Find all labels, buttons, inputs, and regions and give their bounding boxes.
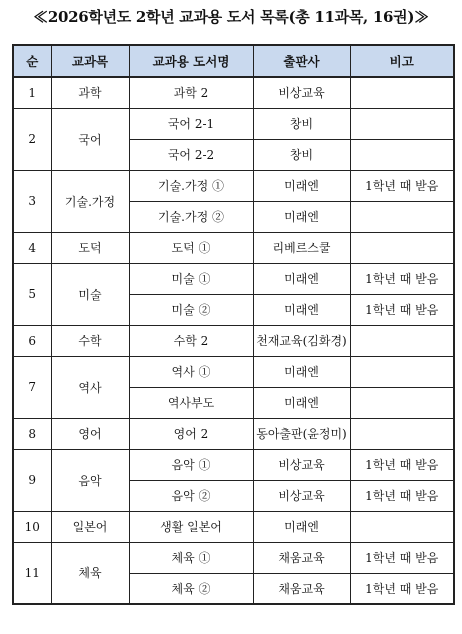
header-no: 순 xyxy=(13,45,51,77)
page-title: ≪2026학년도 2학년 교과용 도서 목록(총 11과목, 16권)≫ xyxy=(33,8,429,26)
cell-note: 1학년 때 받음 xyxy=(350,294,454,325)
table-body xyxy=(13,77,454,604)
cell-note xyxy=(350,325,454,356)
cell-subject: 과학 xyxy=(51,77,129,108)
cell-no: 6 xyxy=(13,325,51,356)
cell-no: 4 xyxy=(13,232,51,263)
cell-note: 1학년 때 받음 xyxy=(350,170,454,201)
cell-book-name: 국어 2-2 xyxy=(129,139,253,170)
table-row xyxy=(13,263,454,294)
cell-publisher: 천재교육(김화경) xyxy=(253,325,350,356)
cell-note xyxy=(350,139,454,170)
cell-publisher: 창비 xyxy=(253,139,350,170)
cell-no: 11 xyxy=(13,542,51,604)
cell-no: 7 xyxy=(13,356,51,418)
cell-book-name: 국어 2-1 xyxy=(129,108,253,139)
cell-publisher: 미래엔 xyxy=(253,263,350,294)
cell-publisher: 비상교육 xyxy=(253,449,350,480)
cell-book-name: 생활 일본어 xyxy=(129,511,253,542)
table-row xyxy=(13,170,454,201)
cell-publisher: 미래엔 xyxy=(253,294,350,325)
cell-publisher: 채움교육 xyxy=(253,573,350,604)
cell-book-name: 영어 2 xyxy=(129,418,253,449)
cell-publisher: 미래엔 xyxy=(253,387,350,418)
cell-subject: 국어 xyxy=(51,108,129,170)
cell-note xyxy=(350,77,454,108)
cell-subject: 체육 xyxy=(51,542,129,604)
table-row xyxy=(13,511,454,542)
cell-publisher: 동아출판(윤정미) xyxy=(253,418,350,449)
cell-book-name: 음악 ② xyxy=(129,480,253,511)
cell-note xyxy=(350,511,454,542)
cell-subject: 일본어 xyxy=(51,511,129,542)
cell-no: 9 xyxy=(13,449,51,511)
cell-book-name: 기술.가정 ② xyxy=(129,201,253,232)
cell-subject: 도덕 xyxy=(51,232,129,263)
header-subject: 교과목 xyxy=(51,45,129,77)
cell-no: 10 xyxy=(13,511,51,542)
table-row xyxy=(13,108,454,139)
table-row xyxy=(13,418,454,449)
cell-book-name: 기술.가정 ① xyxy=(129,170,253,201)
cell-publisher: 미래엔 xyxy=(253,201,350,232)
cell-publisher: 리베르스쿨 xyxy=(253,232,350,263)
cell-book-name: 미술 ① xyxy=(129,263,253,294)
table-row xyxy=(13,77,454,108)
cell-book-name: 역사 ① xyxy=(129,356,253,387)
cell-note: 1학년 때 받음 xyxy=(350,542,454,573)
cell-note xyxy=(350,356,454,387)
cell-note: 1학년 때 받음 xyxy=(350,263,454,294)
cell-book-name: 도덕 ① xyxy=(129,232,253,263)
cell-note xyxy=(350,108,454,139)
cell-subject: 음악 xyxy=(51,449,129,511)
cell-note: 1학년 때 받음 xyxy=(350,480,454,511)
cell-subject: 영어 xyxy=(51,418,129,449)
header-note: 비고 xyxy=(350,45,454,77)
cell-book-name: 수학 2 xyxy=(129,325,253,356)
header-publisher: 출판사 xyxy=(253,45,350,77)
cell-no: 3 xyxy=(13,170,51,232)
table-row xyxy=(13,232,454,263)
cell-publisher: 채움교육 xyxy=(253,542,350,573)
table-row xyxy=(13,356,454,387)
cell-note xyxy=(350,201,454,232)
table-row xyxy=(13,449,454,480)
cell-subject: 기술.가정 xyxy=(51,170,129,232)
cell-no: 8 xyxy=(13,418,51,449)
cell-publisher: 창비 xyxy=(253,108,350,139)
cell-publisher: 미래엔 xyxy=(253,356,350,387)
cell-book-name: 과학 2 xyxy=(129,77,253,108)
table-row xyxy=(13,325,454,356)
cell-subject: 역사 xyxy=(51,356,129,418)
cell-book-name: 역사부도 xyxy=(129,387,253,418)
cell-no: 1 xyxy=(13,77,51,108)
cell-subject: 미술 xyxy=(51,263,129,325)
cell-note xyxy=(350,418,454,449)
cell-publisher: 비상교육 xyxy=(253,480,350,511)
cell-no: 5 xyxy=(13,263,51,325)
cell-publisher: 미래엔 xyxy=(253,511,350,542)
cell-book-name: 미술 ② xyxy=(129,294,253,325)
cell-no: 2 xyxy=(13,108,51,170)
header-book-name: 교과용 도서명 xyxy=(129,45,253,77)
textbook-table xyxy=(12,44,455,605)
cell-note xyxy=(350,232,454,263)
cell-book-name: 체육 ② xyxy=(129,573,253,604)
cell-note: 1학년 때 받음 xyxy=(350,449,454,480)
cell-publisher: 미래엔 xyxy=(253,170,350,201)
table-header-row xyxy=(13,45,454,77)
cell-note xyxy=(350,387,454,418)
cell-book-name: 체육 ① xyxy=(129,542,253,573)
cell-subject: 수학 xyxy=(51,325,129,356)
cell-book-name: 음악 ① xyxy=(129,449,253,480)
table-row xyxy=(13,542,454,573)
cell-publisher: 비상교육 xyxy=(253,77,350,108)
cell-note: 1학년 때 받음 xyxy=(350,573,454,604)
